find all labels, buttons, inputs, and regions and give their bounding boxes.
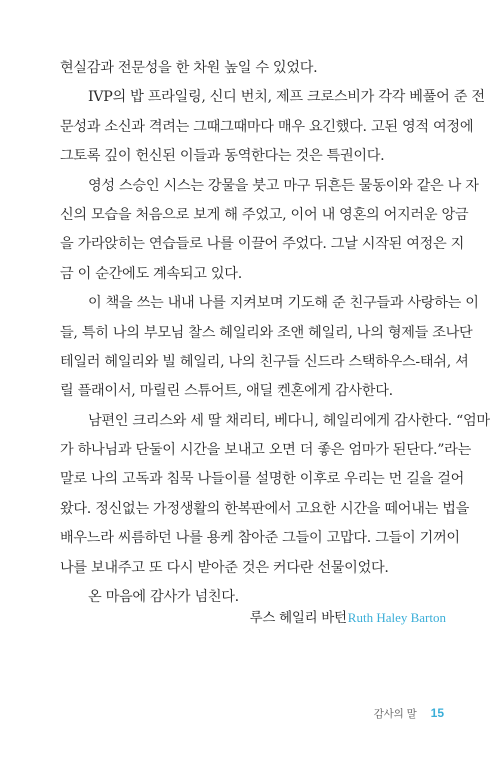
author-name-korean: 루스 헤일리 바턴 [249, 610, 347, 626]
body-line: 을 가라앉히는 연습들로 나를 이끌어 주었다. 그날 시작된 여정은 지 [60, 236, 465, 253]
acknowledgements-body [60, 54, 490, 612]
body-line: 들, 특히 나의 부모님 찰스 헤일리와 조앤 헤일리, 나의 형제들 조나단 [60, 324, 473, 341]
author-signature [250, 608, 446, 628]
body-line: 문성과 소신과 격려는 그때그때마다 매우 요긴했다. 고된 영적 여정에 [60, 118, 474, 135]
body-line: 신의 모습을 처음으로 보게 해 주었고, 이어 내 영혼의 어지러운 앙금 [60, 206, 469, 223]
body-line: 말로 나의 고독과 침묵 나들이를 설명한 이후로 우리는 먼 길을 걸어 [60, 471, 465, 488]
body-line: 현실감과 전문성을 한 차원 높일 수 있었다. [60, 60, 318, 76]
body-line: 이 책을 쓰는 내내 나를 지켜보며 기도해 준 친구들과 사랑하는 이 [88, 295, 479, 312]
body-line: 남편인 크리스와 세 딸 채리티, 베다니, 헤일리에게 감사한다. “엄마 [88, 412, 490, 429]
body-line: 가 하나님과 단둘이 시간을 보내고 오면 더 좋은 엄마가 된단다.”라는 [60, 442, 471, 459]
body-line: 배우느라 씨름하던 나를 용케 참아준 그들이 고맙다. 그들이 기꺼이 [60, 530, 460, 547]
body-line: IVP의 밥 프라일링, 신디 번치, 제프 크로스비가 각각 베풀어 준 전 [88, 89, 485, 106]
body-line: 릴 플래이서, 마릴린 스튜어트, 애딜 켄혼에게 감사한다. [60, 383, 393, 400]
body-line: 온 마음에 감사가 넘친다. [88, 589, 239, 606]
body-line: 테일러 헤일리와 빌 헤일리, 나의 친구들 신드라 스택하우스-태쉬, 셔 [60, 353, 469, 370]
body-line: 왔다. 정신없는 가정생활의 한복판에서 고요한 시간을 떼어내는 법을 [60, 500, 470, 517]
page-footer [374, 702, 444, 724]
page-number: 15 [430, 706, 444, 720]
running-footer-title: 감사의 말 [373, 708, 417, 720]
body-line: 그토록 깊이 헌신된 이들과 동역한다는 것은 특권이다. [60, 148, 385, 165]
body-line: 금 이 순간에도 계속되고 있다. [60, 265, 242, 282]
author-name-english: Ruth Haley Barton [347, 610, 446, 625]
body-line: 나를 보내주고 또 다시 받아준 것은 커다란 선물이었다. [60, 559, 389, 576]
body-line: 영성 스승인 시스는 강물을 붓고 마구 뒤흔든 물동이와 같은 나 자 [88, 177, 479, 194]
